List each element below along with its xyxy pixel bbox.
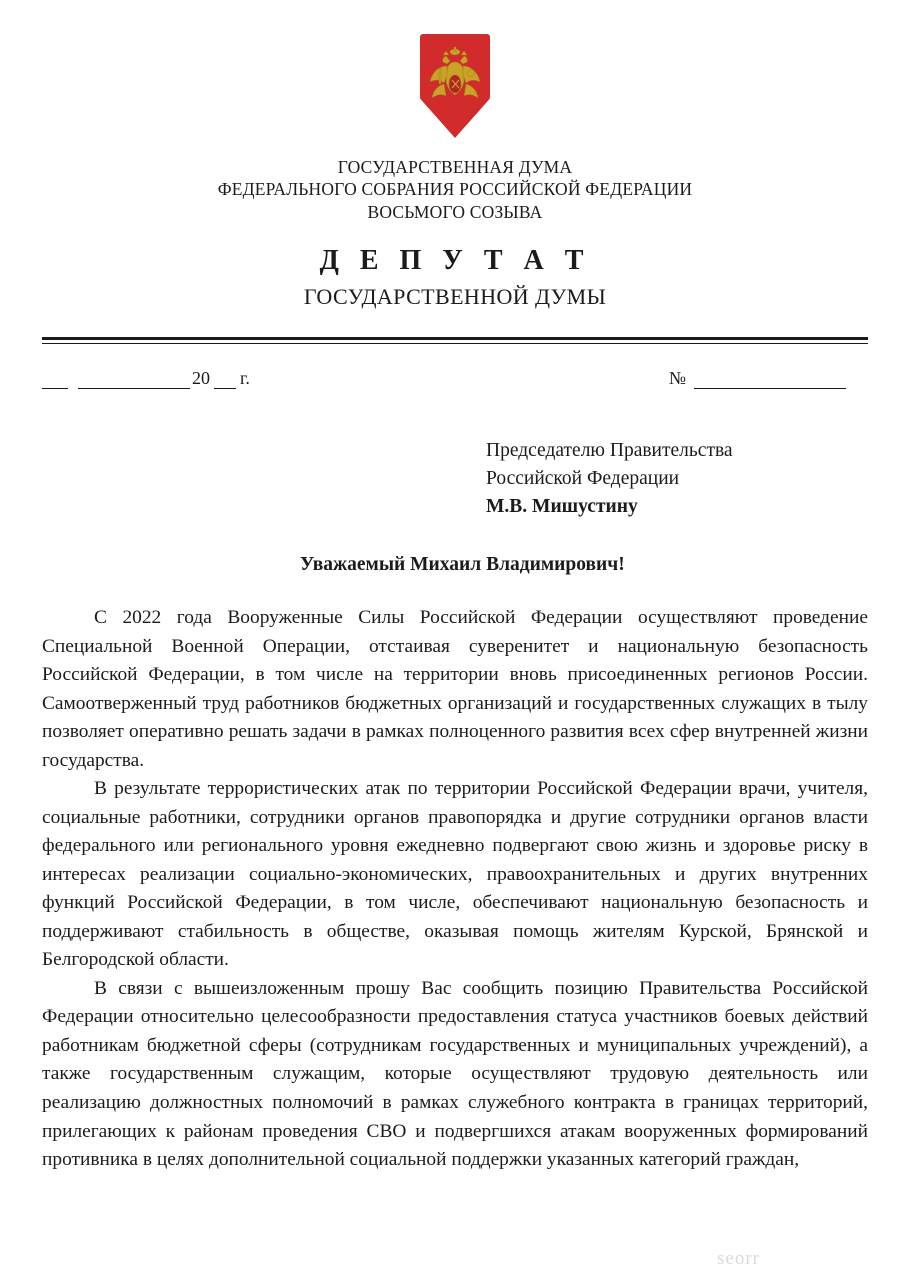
header-divider: [42, 337, 868, 344]
header-line-2: ФЕДЕРАЛЬНОГО СОБРАНИЯ РОССИЙСКОЙ ФЕДЕРАЦИИ: [217, 179, 693, 200]
letter-body: [42, 604, 868, 1174]
emblem-container: [42, 34, 868, 138]
day-blank[interactable]: [42, 374, 68, 389]
header-line-1: ГОСУДАРСТВЕННАЯ ДУМА: [337, 157, 573, 177]
double-headed-eagle-icon: [427, 46, 483, 116]
paragraph-3: В связи с вышеизложенным прошу Вас сообщить позицию Правительства Российской Федерации относительно целесообразности предоставления статуса участников боевых действий работникам бюджетной сферы (сотрудникам государственных и муниципальных учреждений), а также государственным служащим, которые осуществляют трудовую деятельность или реализацию должностных полномочий в рамках служебного контракта в границах территорий, прилегающих к районам проведения СВО и подвергшихся атакам вооруженных формирований противника в целях дополнительной социальной поддержки указанных категорий граждан,: [42, 977, 868, 1171]
addressee-name: М.В. Мишустину: [486, 495, 638, 517]
paragraph-1: С 2022 года Вооруженные Силы Российской Федерации осуществляют проведение Специальной Военной Операции, отстаивая суверенитет и национальную безопасность Российской Федерации, в том числе на территории вновь присоединенных регионов России. Самоотверженный труд работников бюджетных организаций и государственных служащих в тылу позволяет оперативно решать задачи в рамках полноценного развития всех сфер внутренней жизни государства.: [42, 607, 868, 771]
number-field[interactable]: [669, 368, 846, 389]
year-suffix: г.: [240, 368, 250, 389]
header-line-3: ВОСЬМОГО СОЗЫВА: [367, 201, 543, 222]
faint-watermark: seorr: [717, 1248, 760, 1269]
addressee-line-2: Российской Федерации: [486, 467, 680, 489]
salutation: Уважаемый Михаил Владимирович!: [300, 554, 625, 576]
year-label: 20: [192, 368, 210, 389]
number-label: №: [668, 368, 686, 389]
addressee-block: [486, 437, 868, 520]
russian-coat-of-arms-icon: [420, 34, 490, 138]
number-blank[interactable]: [694, 374, 846, 389]
divider-thick: [42, 337, 868, 340]
date-number-row: [42, 368, 868, 389]
letterhead-header: [42, 156, 868, 311]
year-blank[interactable]: [214, 374, 236, 389]
divider-thin: [42, 343, 868, 344]
date-field[interactable]: [42, 368, 250, 389]
title-deputat: Д Е П У Т А Т: [319, 245, 591, 277]
month-blank[interactable]: [78, 374, 190, 389]
title-state-duma: ГОСУДАРСТВЕННОЙ ДУМЫ: [303, 284, 607, 309]
addressee-line-1: Председателю Правительства: [486, 440, 733, 462]
paragraph-2: В результате террористических атак по территории Российской Федерации врачи, учителя, социальные работники, сотрудники органов правопорядка и другие сотрудники органов власти федерального или регионального уровня ежедневно подвергают свою жизнь и здоровье риску в интересах реализации социально-экономических, правоохранительных и других внутренних функций Российской Федерации, в том числе, обеспечивают национальную безопасность и поддерживают стабильность в обществе, оказывая помощь жителям Курской, Брянской и Белгородской области.: [42, 778, 868, 971]
